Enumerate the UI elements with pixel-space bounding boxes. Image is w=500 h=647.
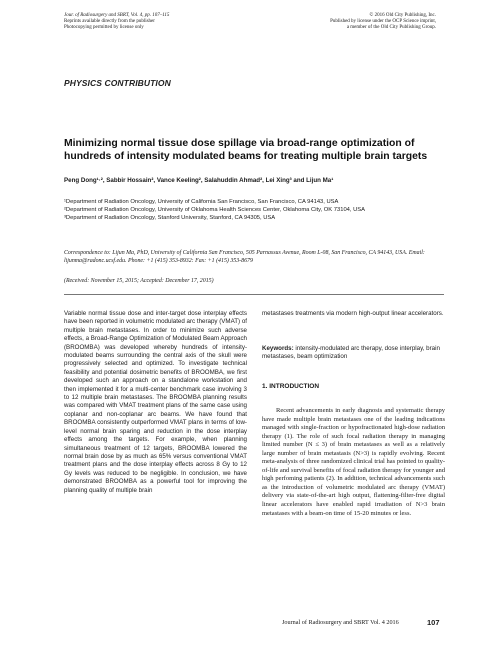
- keywords: [262, 345, 445, 362]
- header-left: [64, 13, 264, 31]
- page-number: 107: [427, 618, 440, 627]
- header-right: [236, 13, 436, 31]
- paper-title: Minimizing normal tissue dose spillage via broad-range optimization of hundreds of intensity modulated beams for treating multiple brain targets: [64, 138, 428, 162]
- affiliation-2: ²Department of Radiation Oncology, University of Oklahoma Health Sciences Center, Oklahoma City, OK 73104, USA: [64, 207, 366, 214]
- journal-citation: Jour. of Radiosurgery and SBRT, Vol. 4, pp. 107–115: [64, 13, 170, 18]
- correspondence: Correspondence to: Lijun Ma, PhD, University of California San Francisco, 505 Parnassus Avenue, Room L-08, San Francisco, CA 94143, USA. Email: lijunma@radonc.ucsf.edu. Phone: +1 (415) 353-8932: Fax: +1 (415) 353-8679: [64, 250, 425, 265]
- publisher-group-line: a member of the Old City Publishing Group.: [346, 25, 436, 30]
- footer-journal: Journal of Radiosurgery and SBRT Vol. 4 2016: [282, 619, 399, 626]
- keywords-label: Keywords:: [262, 345, 294, 352]
- copyright-line: © 2016 Old City Publishing, Inc.: [369, 13, 436, 18]
- reprints-note: Reprints available directly from the publisher: [64, 19, 155, 24]
- abstract-left-column: Variable normal tissue dose and inter-target dose interplay effects have been reported in volumetric modulated arc therapy (VMAT) of multiple brain metastases. In order to minimize such adverse effects, a Broad-Range Optimization of Modulated Beam Approach (BROOMBA) was developed whereby hundreds of intensity-modulated beams surrounding the central axis of the skull were progressively selected and optimized. To investigate technical feasibility and potential dosimetric benefits of BROOMBA, we first developed such an approach on a standalone workstation and then implemented it for a multi-center benchmark case involving 3 to 12 multiple brain metastases. The BROOMBA planning results was compared with VMAT treatment plans of the same case using coplanar and non-coplanar arc beams. We have found that BROOMBA consistently outperformed VMAT plans in terms of low-level normal brain sparing and reduction in the dose interplay effects among the targets. For example, when planning simultaneous treatment of 12 targets, BROOMBA lowered the normal brain dose by as much as 65% versus conventional VMAT treatment plans and the dose interplay effects across 8 Gy to 12 Gy levels was reduced to be negligible. In conclusion, we have demonstrated BROOMBA as a powerful tool for improving the planning quality of multiple brain: [64, 310, 247, 494]
- section-heading-introduction: 1. INTRODUCTION: [262, 383, 320, 390]
- section-tag: PHYSICS CONTRIBUTION: [64, 78, 171, 88]
- affiliation-3: ³Department of Radiation Oncology, Stanford University, Stanford, CA 94305, USA: [64, 215, 276, 222]
- received-dates: (Received: November 15, 2015; Accepted: December 17, 2015): [64, 278, 214, 284]
- divider: [64, 294, 444, 295]
- keywords-text: intensity-modulated arc therapy, dose interplay, brain metastases, beam optimization: [262, 345, 440, 361]
- author-list: Peng Dong¹·², Sabbir Hossain², Vance Keeling², Salahuddin Ahmad², Lei Xing³ and Lijun Ma¹: [64, 177, 334, 184]
- photocopy-note: Photocopying permitted by license only: [64, 25, 144, 30]
- affiliation-1: ¹Department of Radiation Oncology, University of California San Francisco, San Francisco, CA 94143, USA: [64, 199, 339, 205]
- introduction-paragraph: Recent advancements in early diagnosis and systematic therapy have made multiple brain metastases one of the leading indications managed with single-fraction or hypofractionated high-dose radiation therapy (1). The role of such focal radiation therapy in managing limited number (N ≤ 3) of brain metastases as well as a relatively large number of brain metastasis (N>3) is rapidly evolving. Recent meta-analysis of three randomized clinical trial has pointed to quality-of-life and survival benefits of focal radiation therapy for younger and high perfoming patients (2). In addition, technical advancements such as the introduction of volumetric modulated arc therapy (VMAT) delivery via state-of-the-art high output, flattening-filter-free digital linear accelerators have enabled rapid irradiation of N>3 brain metastases with a beam-on time of 15-20 minutes or less.: [262, 407, 445, 517]
- abstract-continuation: metastases treatments via modern high-output linear accelerators.: [262, 310, 444, 317]
- license-line: Published by license under the OCP Science imprint,: [330, 19, 436, 24]
- affiliations: [64, 198, 444, 223]
